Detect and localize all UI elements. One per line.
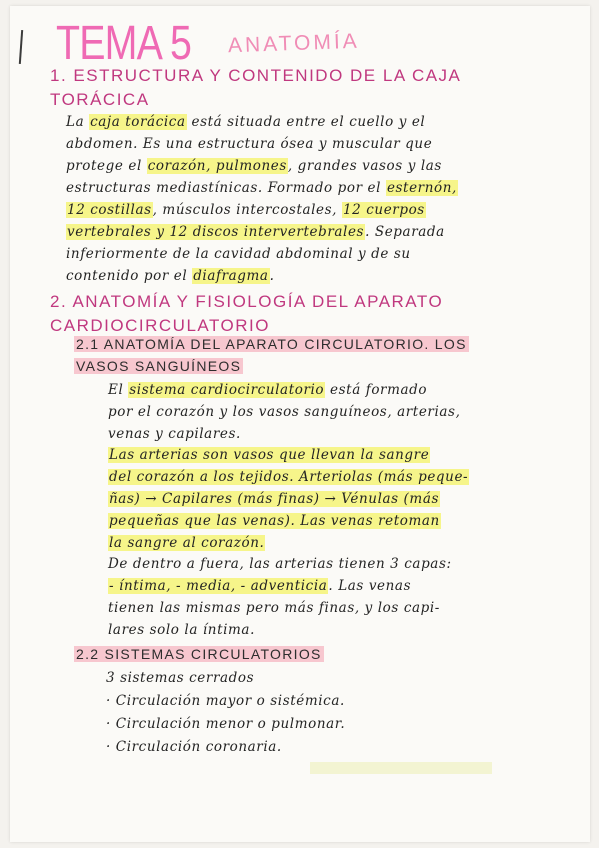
text-segment: . Separada: [365, 224, 445, 240]
section1-heading-line1: 1. ESTRUCTURA Y CONTENIDO DE LA CAJA: [50, 66, 462, 85]
text-line: [108, 469, 469, 485]
text-line: [66, 224, 445, 240]
text-segment: · Circulación coronaria.: [106, 739, 282, 755]
text-line: [66, 246, 411, 262]
text-line: [108, 426, 241, 442]
sub22-heading: 2.2 SISTEMAS CIRCULATORIOS: [76, 646, 322, 662]
text-segment: .: [269, 268, 275, 284]
sub21-heading-line1: 2.1 ANATOMÍA DEL APARATO CIRCULATORIO. LOS: [76, 336, 467, 352]
text-line: [106, 670, 254, 686]
highlighted-text: Las arterias son vasos que llevan la sangre: [109, 447, 430, 464]
text-line: [66, 136, 432, 152]
faint-highlight: [310, 762, 492, 774]
highlighted-text: corazón, pulmones: [147, 158, 287, 174]
text-line: [66, 180, 458, 196]
text-segment: abdomen. Es una estructura ósea y muscular que: [66, 136, 433, 152]
text-segment: tienen las mismas pero más finas, y los capi-: [108, 600, 440, 616]
text-segment: por el corazón y los vasos sanguíneos, arterias,: [108, 403, 461, 420]
text-segment: contenido por el: [66, 268, 193, 284]
text-segment: De dentro a fuera, las arterias tienen 3 capas:: [108, 556, 452, 573]
text-line: [66, 268, 275, 284]
section1-heading-line2: TORÁCICA: [50, 90, 150, 109]
text-line: [108, 447, 430, 463]
text-segment: , grandes vasos y las: [287, 158, 442, 174]
text-line: [108, 535, 265, 551]
text-segment: lares solo la íntima.: [108, 621, 255, 638]
text-segment: . Las venas: [328, 578, 412, 595]
tema-title: TEMA 5: [56, 17, 192, 70]
text-line: [108, 556, 452, 572]
text-segment: El: [108, 382, 129, 398]
text-segment: · Circulación menor o pulmonar.: [106, 716, 346, 732]
highlighted-text: del corazón a los tejidos. Arteriolas (más peque-: [109, 469, 469, 486]
text-segment: · Circulación mayor o sistémica.: [106, 693, 345, 709]
text-segment: , músculos intercostales,: [152, 202, 342, 218]
margin-mark: [19, 30, 23, 64]
section2-heading-line1: 2. ANATOMÍA Y FISIOLOGÍA DEL APARATO: [50, 292, 444, 311]
subject-title: ANATOMÍA: [227, 29, 361, 58]
text-segment: está formado: [325, 382, 428, 398]
highlighted-text: la sangre al corazón.: [109, 534, 265, 551]
highlighted-text: vertebrales y 12 discos intervertebrales: [67, 224, 365, 240]
text-segment: estructuras mediastínicas. Formado por el: [66, 180, 386, 196]
text-line: [108, 382, 427, 398]
section2-heading-line2: CARDIOCIRCULATORIO: [50, 316, 271, 335]
text-line: [106, 693, 345, 709]
text-line: [108, 622, 255, 638]
highlighted-text: diafragma: [193, 268, 269, 284]
text-line: [66, 158, 442, 174]
text-line: [66, 202, 426, 218]
text-line: [108, 491, 440, 507]
text-segment: La: [66, 114, 90, 130]
text-line: [106, 716, 345, 732]
text-line: [66, 114, 425, 130]
notebook-page: [10, 6, 590, 842]
highlighted-text: pequeñas que las venas). Las venas retoman: [109, 512, 440, 529]
text-segment: protege el: [66, 158, 147, 174]
highlighted-text: esternón,: [386, 180, 457, 196]
text-line: [106, 739, 282, 755]
text-line: [108, 404, 460, 420]
text-line: [108, 513, 441, 529]
highlighted-text: ñas) → Capilares (más finas) → Vénulas (más: [109, 491, 439, 507]
highlighted-text: sistema cardiocirculatorio: [129, 382, 325, 398]
text-segment: inferiormente de la cavidad abdominal y de su: [66, 246, 411, 262]
sub21-heading-line2: VASOS SANGUÍNEOS: [76, 358, 242, 374]
text-segment: está situada entre el cuello y el: [186, 114, 426, 130]
highlighted-text: 12 cuerpos: [342, 202, 425, 218]
text-segment: venas y capilares.: [108, 425, 241, 442]
text-segment: 3 sistemas cerrados: [106, 670, 255, 686]
highlighted-text: 12 costillas: [67, 202, 152, 218]
highlighted-text: - íntima, - media, - adventicia: [109, 578, 328, 595]
text-line: [108, 600, 440, 616]
highlighted-text: caja torácica: [90, 114, 186, 130]
text-line: [108, 578, 411, 594]
